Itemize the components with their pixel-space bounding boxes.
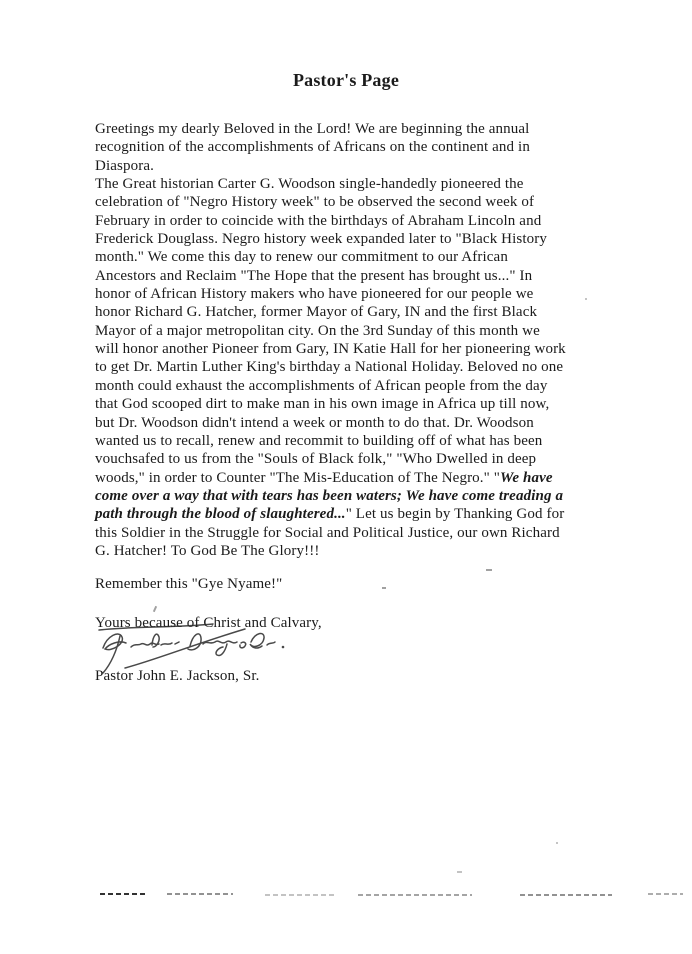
page-title: Pastor's Page (292, 70, 400, 90)
text-line (95, 395, 625, 413)
text-segment: The Great historian Carter G. Woodson single-handedly pioneered the (95, 176, 524, 193)
text-line (95, 432, 625, 450)
text-line (95, 340, 625, 358)
text-line (95, 450, 625, 468)
text-segment: February in order to coincide with the birthdays of Abraham Lincoln and (95, 212, 542, 229)
text-segment: honor of African History makers who have pioneered for our people we (95, 286, 534, 303)
scan-artifact-dash (100, 893, 148, 895)
text-segment: but Dr. Woodson didn't intend a week or month to do that. Dr. Woodson (95, 414, 534, 431)
text-line (95, 230, 625, 248)
text-segment: vouchsafed to us from the "Souls of Black folk," "Who Dwelled in deep (95, 451, 537, 468)
text-line (95, 322, 625, 340)
text-segment: honor Richard G. Hatcher, former Mayor of Gary, IN and the first Black (95, 304, 538, 321)
text-line (95, 248, 625, 266)
text-line (95, 505, 625, 523)
scan-artifact-dash (648, 893, 683, 895)
text-segment: that God scooped dirt to make man in his own image in Africa up till now, (95, 396, 550, 413)
text-segment: recognition of the accomplishments of Africans on the continent and in (95, 139, 530, 156)
signature (93, 618, 305, 674)
text-line (95, 175, 625, 193)
text-segment: celebration of "Negro History week" to be observed the second week of (95, 194, 535, 211)
text-line (95, 120, 625, 138)
scan-artifact-dash (167, 893, 233, 895)
scan-speck (457, 871, 462, 873)
text-segment: wanted us to recall, renew and recommit to building off of what has been (95, 432, 543, 449)
text-segment: this Soldier in the Struggle for Social and Political Justice, our own Richard (95, 524, 560, 541)
text-segment: Mayor of a major metropolitan city. On the 3rd Sunday of this month we (95, 322, 540, 339)
text-segment: to get Dr. Martin Luther King's birthday a National Holiday. Beloved no one (95, 359, 564, 376)
text-line (95, 469, 625, 487)
text-line (95, 212, 625, 230)
text-segment: Ancestors and Reclaim "The Hope that the present has brought us..." In (95, 267, 533, 284)
emphasized-quote-segment: We have (500, 469, 553, 486)
scan-speck (556, 842, 558, 844)
text-segment: Diaspora. (95, 157, 154, 174)
text-segment: month could exhaust the accomplishments of African people from the day (95, 377, 548, 394)
text-segment: G. Hatcher! To God Be The Glory!!! (95, 542, 320, 559)
text-segment: Frederick Douglass. Negro history week expanded later to "Black History (95, 231, 548, 248)
closing-line: Yours because of Christ and Calvary, (95, 615, 322, 631)
text-line (95, 377, 625, 395)
scan-artifact-dash (358, 894, 472, 896)
text-line (95, 285, 625, 303)
text-segment: " Let us begin by Thanking God for (345, 506, 565, 523)
text-segment: will honor another Pioneer from Gary, IN Katie Hall for her pioneering work (95, 341, 566, 358)
text-segment: woods," in order to Counter "The Mis-Education of The Negro." " (95, 469, 501, 486)
scan-artifact-dash (520, 894, 612, 896)
scan-speck (486, 569, 492, 571)
text-segment: month." We come this day to renew our commitment to our African (95, 249, 508, 266)
text-line (95, 303, 625, 321)
remember-line: Remember this "Gye Nyame!" (95, 576, 283, 592)
signer-name: Pastor John E. Jackson, Sr. (95, 668, 260, 684)
text-line (95, 138, 625, 156)
text-line (95, 487, 625, 505)
emphasized-quote-segment: come over a way that with tears has been waters; We have come treading a (95, 487, 564, 504)
scan-speck (153, 606, 157, 612)
scan-speck (382, 587, 386, 589)
text-line (95, 193, 625, 211)
body-lines (95, 120, 625, 560)
text-line (95, 157, 625, 175)
text-line (95, 358, 625, 376)
scan-speck (585, 298, 587, 300)
text-line (95, 542, 625, 560)
scan-artifact-dash (265, 894, 337, 896)
emphasized-quote-segment: path through the blood of slaughtered... (95, 506, 346, 523)
text-line (95, 524, 625, 542)
text-line (95, 414, 625, 432)
text-segment: Greetings my dearly Beloved in the Lord! We are beginning the annual (95, 121, 530, 137)
text-line (95, 267, 625, 285)
